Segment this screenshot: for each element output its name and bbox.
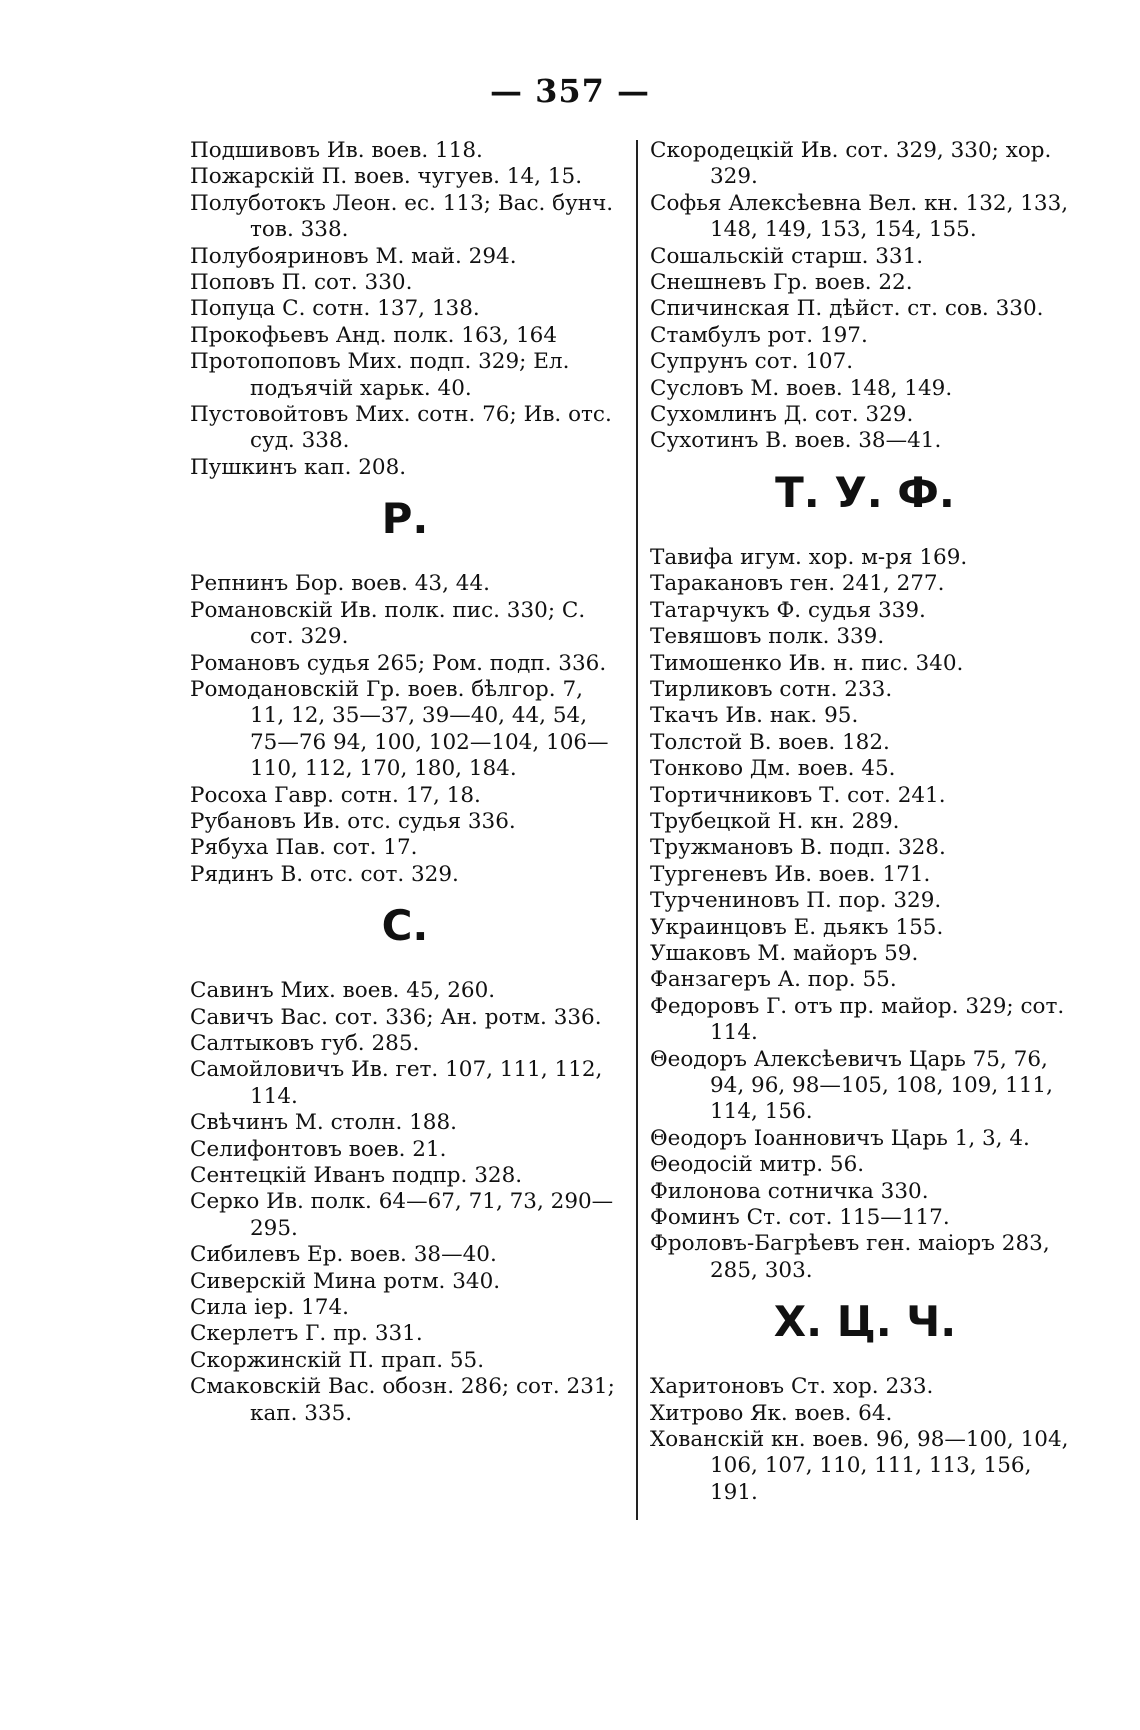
index-entry: Смаковскій Вас. обозн. 286; сот. 231; кап. 335.: [190, 1374, 615, 1426]
right-column: [650, 138, 1080, 1506]
index-entry: Подшивовъ Ив. воев. 118.: [190, 138, 483, 163]
index-entry: Сусловъ М. воев. 148, 149.: [650, 375, 953, 401]
index-entry: Супрунъ сот. 107.: [650, 349, 854, 375]
index-entry: Снешневъ Гр. воев. 22.: [650, 270, 913, 296]
index-entry: Пожарскій П. воев. чугуев. 14, 15.: [190, 164, 583, 190]
index-entry: Хованскій кн. воев. 96, 98—100, 104, 106, 107, 110, 111, 113, 156, 191.: [650, 1427, 1069, 1505]
index-entry: Хитрово Як. воев. 64.: [650, 1400, 893, 1426]
section-heading: Р.: [381, 494, 429, 544]
index-entry: Савинъ Мих. воев. 45, 260.: [190, 978, 496, 1004]
index-entry: Тевяшовъ полк. 339.: [650, 624, 885, 650]
index-entry: Ушаковъ М. майоръ 59.: [650, 940, 919, 966]
index-entry: Сошальскій старш. 331.: [650, 243, 924, 269]
index-entry: Сила іер. 174.: [190, 1295, 349, 1321]
index-entry: Тирликовъ сотн. 233.: [650, 676, 893, 702]
index-entry: Турчениновъ П. пор. 329.: [650, 888, 942, 914]
index-entry: Полуботокъ Леон. ес. 113; Вас. бунч. тов. 338.: [190, 190, 614, 243]
index-entry: Татарчукъ Ф. судья 339.: [650, 597, 926, 623]
index-entry: Сиверскій Мина ротм. 340.: [190, 1268, 501, 1294]
index-entry: Рядинъ В. отс. сот. 329.: [190, 861, 459, 887]
index-entry: Тонково Дм. воев. 45.: [650, 756, 896, 782]
index-entry: Росоха Гавр. сотн. 17, 18.: [190, 782, 481, 808]
page-number: — 357 —: [489, 72, 651, 110]
index-entry: Сухомлинъ Д. сот. 329.: [650, 402, 914, 428]
index-entry: Харитоновъ Ст. хор. 233.: [650, 1374, 934, 1400]
index-entry: Тружмановъ В. подп. 328.: [650, 835, 946, 861]
index-entry: Тавифа игум. хор. м-ря 169.: [650, 544, 968, 570]
index-entry: Серко Ив. полк. 64—67, 71, 73, 290—295.: [190, 1189, 614, 1241]
index-entry: Рубановъ Ив. отс. судья 336.: [190, 808, 516, 834]
index-entry: Фанзагеръ А. пор. 55.: [650, 967, 897, 993]
index-entry: Украинцовъ Е. дьякъ 155.: [650, 914, 944, 940]
index-entry: Самойловичъ Ив. гет. 107, 111, 112, 114.: [190, 1057, 603, 1109]
index-entry: Стамбулъ рот. 197.: [650, 322, 868, 348]
index-entry: Протопоповъ Мих. подп. 329; Ел. подъячій харьк. 40.: [190, 349, 570, 401]
index-entry: Толстой В. воев. 182.: [650, 729, 890, 755]
index-entry: Тимошенко Ив. н. пис. 340.: [650, 650, 964, 676]
index-entry: Сибилевъ Ер. воев. 38—40.: [190, 1242, 497, 1268]
index-entry: Ромодановскій Гр. воев. бѣлгор. 7, 11, 12, 35—37, 39—40, 44, 54, 75—76 94, 100, 102—104, 106—110, 112, 170, 180, 184.: [190, 676, 609, 782]
index-entry: Θеодоръ Іоанновичъ Царь 1, 3, 4.: [650, 1125, 1030, 1151]
index-entry: Фоминъ Ст. сот. 115—117.: [650, 1205, 950, 1231]
index-entry: Ткачъ Ив. нак. 95.: [650, 703, 859, 729]
index-entry: Селифонтовъ воев. 21.: [190, 1136, 447, 1162]
index-entry: Таракановъ ген. 241, 277.: [650, 571, 945, 597]
index-entry: Скоржинскій П. прап. 55.: [190, 1347, 485, 1373]
index-entry: Скерлетъ Г. пр. 331.: [190, 1321, 423, 1347]
index-entry: Сухотинъ В. воев. 38—41.: [650, 428, 942, 454]
index-entry: Прокофьевъ Анд. полк. 163, 164: [190, 322, 558, 348]
index-entry: Тортичниковъ Т. сот. 241.: [650, 782, 946, 808]
index-entry: Репнинъ Бор. воев. 43, 44.: [190, 571, 490, 597]
index-entry: Трубецкой Н. кн. 289.: [650, 808, 900, 834]
index-entry: Рябуха Пав. сот. 17.: [190, 835, 418, 861]
index-entry: Пустовойтовъ Мих. сотн. 76; Ив. отс. суд. 338.: [190, 402, 612, 454]
section-heading: Х. Ц. Ч.: [773, 1297, 957, 1347]
index-entry: Поповъ П. сот. 330.: [190, 270, 413, 296]
index-entry: Θеодоръ Алексѣевичъ Царь 75, 76, 94, 96, 98—105, 108, 109, 111, 114, 156.: [650, 1046, 1053, 1125]
index-entry: Романовскій Ив. полк. пис. 330; С. сот. 329.: [190, 597, 586, 650]
index-entry: Федоровъ Г. отъ пр. майор. 329; сот. 114.: [650, 993, 1065, 1046]
index-entry: Тургеневъ Ив. воев. 171.: [650, 861, 931, 887]
index-entry: Попуца С. сотн. 137, 138.: [190, 296, 480, 322]
left-column: [190, 138, 620, 1427]
index-entry: Скородецкій Ив. сот. 329, 330; хор. 329.: [650, 138, 1052, 190]
index-entry: Свѣчинъ М. столн. 188.: [190, 1110, 457, 1136]
index-entry: Филонова сотничка 330.: [650, 1178, 929, 1204]
index-entry: Сентецкій Иванъ подпр. 328.: [190, 1163, 523, 1188]
index-entry: Θеодосій митр. 56.: [650, 1152, 865, 1178]
index-entry: Савичъ Вас. сот. 336; Ан. ротм. 336.: [190, 1004, 602, 1030]
index-entry: Спичинская П. дѣйст. ст. сов. 330.: [650, 296, 1044, 322]
section-heading: С.: [381, 901, 429, 951]
column-divider: [636, 140, 638, 1520]
index-entry: Пушкинъ кап. 208.: [190, 454, 407, 480]
section-heading: Т. У. Ф.: [775, 467, 955, 517]
index-entry: Полубояриновъ М. май. 294.: [190, 243, 517, 269]
index-entry: Романовъ судья 265; Ром. подп. 336.: [190, 650, 607, 676]
index-entry: Софья Алексѣевна Вел. кн. 132, 133, 148, 149, 153, 154, 155.: [650, 190, 1069, 243]
index-entry: Фроловъ-Багрѣевъ ген. маіоръ 283, 285, 303.: [650, 1231, 1050, 1283]
index-entry: Салтыковъ губ. 285.: [190, 1030, 420, 1056]
